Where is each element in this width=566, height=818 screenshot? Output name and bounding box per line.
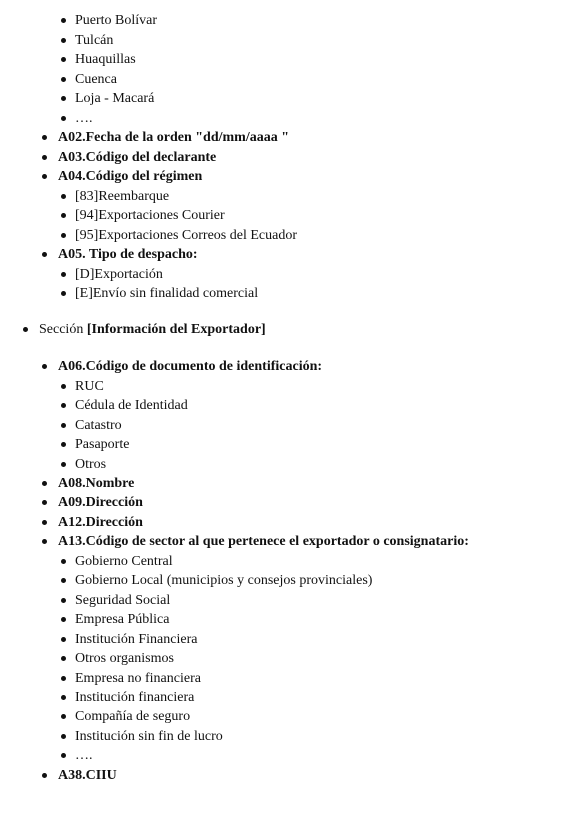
bullet-icon: [61, 291, 66, 296]
bullet-icon: [61, 423, 66, 428]
regime-option: [94]Exportaciones Courier: [75, 208, 225, 223]
port-item: Huaquillas: [75, 52, 136, 67]
field-a09: A09.Dirección: [58, 495, 143, 510]
bullet-icon: [61, 272, 66, 277]
bullet-icon: [61, 38, 66, 43]
field-a13: A13.Código de sector al que pertenece el exportador o consignatario:: [58, 534, 469, 549]
bullet-icon: [61, 18, 66, 23]
sector-option: Gobierno Local (municipios y consejos provinciales): [75, 573, 373, 588]
bullet-icon: [61, 598, 66, 603]
bullet-icon: [42, 520, 47, 525]
bullet-icon: [61, 57, 66, 62]
field-a05: A05. Tipo de despacho:: [58, 247, 198, 262]
field-a03: A03.Código del declarante: [58, 150, 217, 165]
bullet-icon: [42, 364, 47, 369]
sector-option: Otros organismos: [75, 651, 174, 666]
bullet-icon: [61, 442, 66, 447]
dispatch-option: [E]Envío sin finalidad comercial: [75, 286, 259, 301]
bullet-icon: [42, 481, 47, 486]
section-prefix: Sección: [39, 322, 87, 337]
bullet-icon: [61, 695, 66, 700]
field-a02: A02.Fecha de la orden "dd/mm/aaaa ": [58, 130, 289, 145]
field-a12: A12.Dirección: [58, 515, 143, 530]
bullet-icon: [61, 194, 66, 199]
sector-option: ….: [75, 748, 93, 763]
bullet-icon: [61, 96, 66, 101]
sector-option: Seguridad Social: [75, 593, 171, 608]
port-item: ….: [75, 111, 93, 126]
bullet-icon: [61, 676, 66, 681]
bullet-icon: [61, 753, 66, 758]
sector-option: Institución sin fin de lucro: [75, 729, 223, 744]
bullet-icon: [61, 559, 66, 564]
section-heading: [39, 320, 266, 339]
port-item: Loja - Macará: [75, 91, 155, 106]
sector-option: Institución Financiera: [75, 632, 198, 647]
bullet-icon: [61, 578, 66, 583]
sector-option: Gobierno Central: [75, 554, 173, 569]
bullet-icon: [61, 403, 66, 408]
bullet-icon: [61, 714, 66, 719]
bullet-icon: [42, 174, 47, 179]
id-doc-option: RUC: [75, 379, 104, 394]
port-item: Puerto Bolívar: [75, 13, 158, 28]
bullet-icon: [61, 384, 66, 389]
bullet-icon: [23, 327, 28, 332]
field-a38: A38.CIIU: [58, 768, 117, 783]
bullet-icon: [61, 617, 66, 622]
id-doc-option: Pasaporte: [75, 437, 130, 452]
port-item: Cuenca: [75, 72, 117, 87]
sector-option: Compañía de seguro: [75, 709, 191, 724]
bullet-icon: [61, 77, 66, 82]
sector-option: Empresa no financiera: [75, 671, 201, 686]
port-item: Tulcán: [75, 33, 114, 48]
bullet-icon: [61, 116, 66, 121]
bullet-icon: [61, 637, 66, 642]
bullet-icon: [61, 233, 66, 238]
id-doc-option: Otros: [75, 457, 107, 472]
field-a08: A08.Nombre: [58, 476, 135, 491]
bullet-icon: [61, 213, 66, 218]
id-doc-option: Catastro: [75, 418, 122, 433]
dispatch-option: [D]Exportación: [75, 267, 163, 282]
sector-option: Empresa Pública: [75, 612, 170, 627]
regime-option: [95]Exportaciones Correos del Ecuador: [75, 228, 297, 243]
bullet-icon: [42, 155, 47, 160]
bullet-icon: [42, 539, 47, 544]
bullet-icon: [61, 656, 66, 661]
field-a06: A06.Código de documento de identificación:: [58, 359, 323, 374]
id-doc-option: Cédula de Identidad: [75, 398, 188, 413]
regime-option: [83]Reembarque: [75, 189, 170, 204]
field-a04: A04.Código del régimen: [58, 169, 203, 184]
bullet-icon: [61, 462, 66, 467]
bullet-icon: [42, 252, 47, 257]
bullet-icon: [42, 500, 47, 505]
bullet-icon: [61, 734, 66, 739]
bullet-icon: [42, 135, 47, 140]
section-title: [Información del Exportador]: [86, 322, 266, 337]
sector-option: Institución financiera: [75, 690, 195, 705]
bullet-icon: [42, 773, 47, 778]
